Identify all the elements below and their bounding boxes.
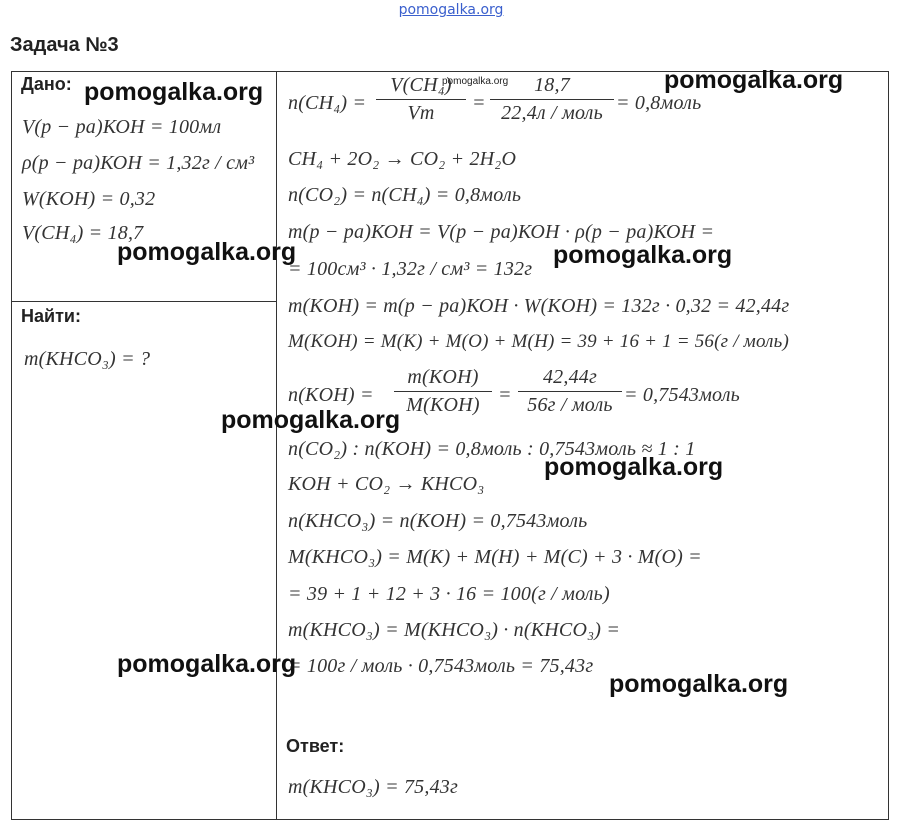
eq2-rhs: = 0,7543моль — [624, 384, 740, 406]
eq1-rhs: = 0,8моль — [616, 92, 702, 114]
eq1-frac2-denominator: 22,4л / моль — [501, 102, 603, 124]
solution-line: n(KHCO₃) = n(KOH) = 0,7543моль — [288, 510, 588, 532]
eq1-fraction-2 — [490, 74, 614, 125]
given-line: W(KOH) = 0,32 — [22, 188, 156, 210]
solution-line: m(KOH) = m(р − ра)КОН · W(KOH) = 132г · 0,32 = 42,44г — [288, 295, 790, 317]
fraction-bar — [376, 99, 466, 100]
watermark: pomogalka.org — [553, 241, 733, 269]
watermark: pomogalka.org — [221, 406, 401, 434]
watermark: pomogalka.org — [84, 78, 264, 106]
given-label: Дано: — [21, 74, 72, 94]
eq1-equals: = — [472, 92, 486, 114]
solution-line: = 39 + 1 + 12 + 3 · 16 = 100(г / моль) — [288, 583, 610, 605]
column-divider — [276, 71, 277, 820]
fraction-bar — [490, 99, 614, 100]
eq2-frac2-numerator: 42,44г — [542, 366, 597, 388]
given-line: V(р − ра)КОН = 100мл — [22, 116, 222, 138]
eq1-frac1-numerator: V(CH₄) — [390, 74, 452, 96]
fraction-bar — [518, 391, 622, 392]
task-title: Задача №3 — [10, 34, 119, 56]
solution-line: = 100см³ · 1,32г / см³ = 132г — [288, 258, 533, 280]
solution-line: M(KHCO₃) = M(K) + M(H) + M(C) + 3 · M(O) = — [288, 546, 702, 568]
watermark: pomogalka.org — [117, 238, 297, 266]
watermark: pomogalka.org — [117, 650, 297, 678]
solution-line: m(KHCO₃) = M(KHCO₃) · n(KHCO₃) = — [288, 619, 621, 641]
eq2-fraction-1 — [394, 366, 492, 417]
solution-line: n(CO₂) = n(CH₄) = 0,8моль — [288, 184, 522, 206]
eq2-lhs: n(KOH) = — [288, 384, 374, 406]
site-link[interactable]: pomogalka.org — [398, 2, 504, 18]
solution-line: M(KOH) = M(K) + M(O) + M(H) = 39 + 16 + 1 = 56(г / моль) — [288, 331, 790, 352]
solution-line: = 100г / моль · 0,7543моль = 75,43г — [288, 655, 594, 677]
watermark-small: pomogalka.org — [442, 76, 509, 87]
given-find-divider — [11, 301, 276, 302]
find-line: m(KHCO₃) = ? — [24, 348, 151, 370]
solution-line: m(р − ра)КОН = V(р − ра)КОН · ρ(р − ра)КОН = — [288, 221, 715, 243]
given-line: ρ(р − ра)КОН = 1,32г / см³ — [22, 152, 255, 174]
watermark: pomogalka.org — [609, 670, 789, 698]
eq2-frac1-numerator: m(KOH) — [407, 366, 479, 388]
eq2-equals: = — [498, 384, 512, 406]
solution-line: KOH + CO₂ → KHCO₃ — [288, 473, 485, 495]
watermark: pomogalka.org — [664, 66, 844, 94]
eq2-fraction-2 — [518, 366, 622, 417]
watermark: pomogalka.org — [544, 453, 724, 481]
eq2-frac1-denominator: M(KOH) — [406, 394, 480, 416]
eq1-lhs: n(CH₄) = — [288, 92, 367, 114]
eq1-frac1-denominator: Vm — [407, 102, 435, 124]
eq1-frac2-numerator: 18,7 — [534, 74, 570, 96]
find-label: Найти: — [21, 306, 81, 326]
answer-line: m(KHCO₃) = 75,43г — [288, 776, 458, 798]
fraction-bar — [394, 391, 492, 392]
given-line: V(CH₄) = 18,7 — [22, 222, 144, 244]
solution-line: n(CO₂) : n(KOH) = 0,8моль : 0,7543моль ≈ 1 : 1 — [288, 438, 696, 460]
answer-label: Ответ: — [286, 736, 345, 756]
eq2-frac2-denominator: 56г / моль — [527, 394, 613, 416]
solution-line: CH₄ + 2O₂ → CO₂ + 2H₂O — [288, 148, 517, 170]
